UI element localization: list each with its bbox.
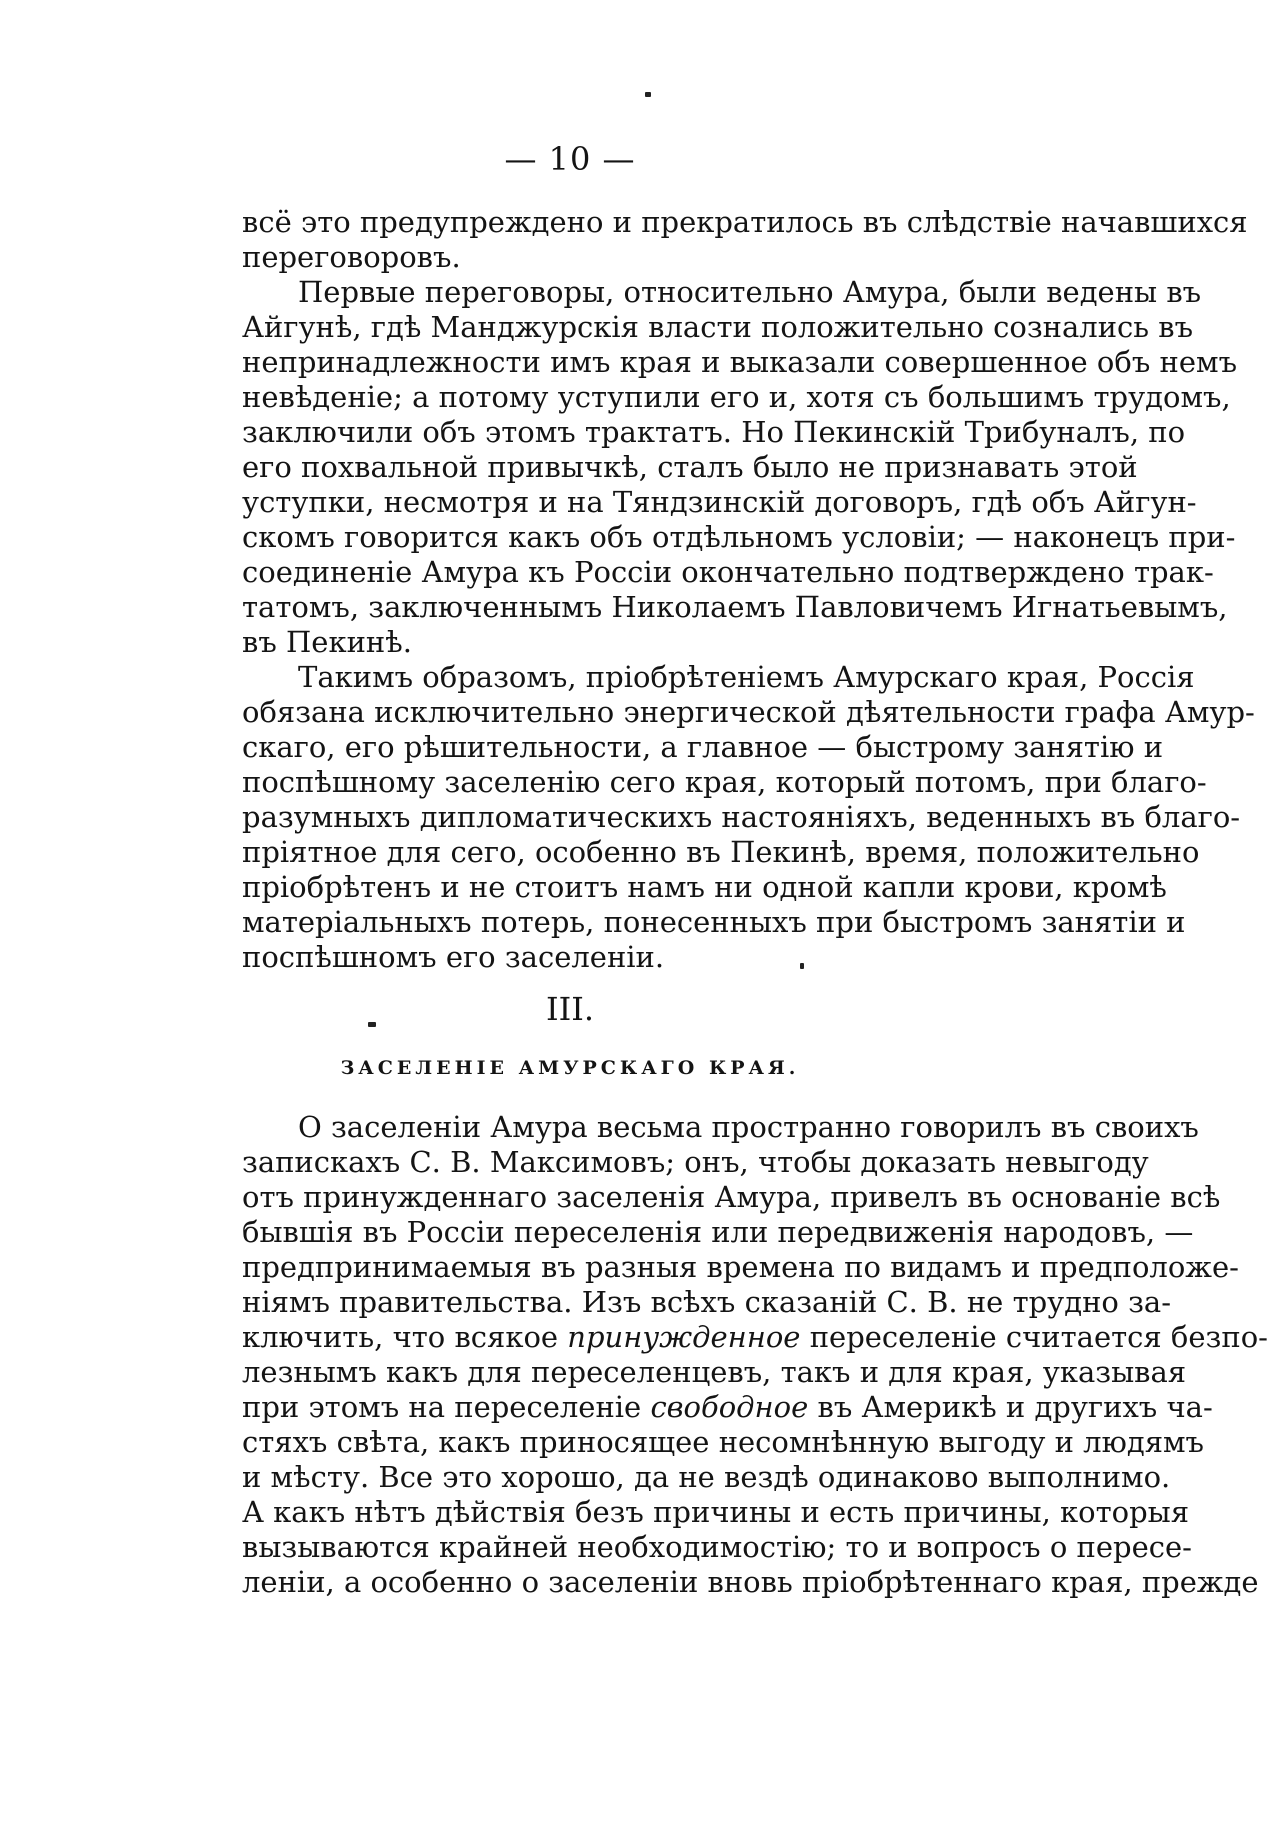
text-line: всё это предупреждено и прекратилось въ слѣдствіе начавшихся <box>242 205 1248 239</box>
italic-term: принужденное <box>567 1320 801 1354</box>
text-line: матеріальныхъ потерь, понесенныхъ при быстромъ занятіи и <box>242 905 1186 939</box>
text-line: разумныхъ дипломатическихъ настояніяхъ, веденныхъ въ благо- <box>242 800 1241 834</box>
paragraph-acquisition <box>242 660 1255 975</box>
text-fragment: ключить, что всякое <box>242 1320 559 1354</box>
text-line: А какъ нѣтъ дѣйствія безъ причины и есть причины, которыя <box>242 1495 1190 1529</box>
text-line: его похвальной привычкѣ, сталъ было не признавать этой <box>242 450 1138 484</box>
text-line: вызываются крайней необходимостію; то и вопросъ о пересе- <box>242 1530 1192 1564</box>
ink-speck <box>645 92 651 97</box>
text-line: обязана исключительно энергической дѣятельности графа Амур- <box>242 695 1255 729</box>
page-number: — 10 — <box>504 140 636 178</box>
text-line: въ Пекинѣ. <box>242 625 412 659</box>
text-line: Такимъ образомъ, пріобрѣтеніемъ Амурскаго края, Россія <box>298 660 1195 694</box>
text-line: пріятное для сего, особенно въ Пекинѣ, время, положительно <box>242 835 1200 869</box>
text-line: бывшія въ Россіи переселенія или передвиженія народовъ, — <box>242 1215 1194 1249</box>
text-fragment: въ Америкѣ и другихъ ча- <box>817 1390 1213 1424</box>
text-fragment: переселеніе считается безпо- <box>809 1320 1268 1354</box>
text-line-mixed <box>242 1390 1213 1425</box>
text-line: соединеніе Амура къ Россіи окончательно подтверждено трак- <box>242 555 1214 589</box>
text-line: отъ принужденнаго заселенія Амура, привелъ въ основаніе всѣ <box>242 1180 1221 1214</box>
text-line: заключили объ этомъ трактатъ. Но Пекинскій Трибуналъ, по <box>242 415 1186 449</box>
text-line: ніямъ правительства. Изъ всѣхъ сказаній С. В. не трудно за- <box>242 1285 1172 1319</box>
text-line: поспѣшномъ его заселеніи. <box>242 940 665 974</box>
text-line: О заселеніи Амура весьма пространно говорилъ въ своихъ <box>298 1110 1199 1144</box>
text-fragment: при этомъ на переселеніе <box>242 1390 642 1424</box>
paragraph-continuation <box>242 205 1248 275</box>
text-line: Первые переговоры, относительно Амура, были ведены въ <box>298 275 1202 309</box>
text-line: пріобрѣтенъ и не стоитъ намъ ни одной капли крови, кромѣ <box>242 870 1167 904</box>
text-line: поспѣшному заселенію сего края, который потомъ, при благо- <box>242 765 1207 799</box>
text-line-mixed <box>242 1320 1268 1355</box>
paragraph-settlement <box>242 1110 1268 1600</box>
text-line: уступки, несмотря и на Тяндзинскій договоръ, гдѣ объ Айгун- <box>242 485 1197 519</box>
text-line: невѣденіе; а потому уступили его и, хотя съ большимъ трудомъ, <box>242 380 1231 414</box>
text-line: скомъ говорится какъ объ отдѣльномъ условіи; — наконецъ при- <box>242 520 1236 554</box>
section-number: III. <box>545 990 595 1028</box>
text-line: предпринимаемыя въ разныя времена по видамъ и предположе- <box>242 1250 1239 1284</box>
text-line: леніи, а особенно о заселеніи вновь пріобрѣтеннаго края, прежде <box>242 1565 1259 1599</box>
text-line: и мѣсту. Все это хорошо, да не вездѣ одинаково выполнимо. <box>242 1460 1171 1494</box>
text-line: запискахъ С. В. Максимовъ; онъ, чтобы доказать невыгоду <box>242 1145 1149 1179</box>
text-line: стяхъ свѣта, какъ приносящее несомнѣнную выгоду и людямъ <box>242 1425 1205 1459</box>
text-line: татомъ, заключеннымъ Николаемъ Павловичемъ Игнатьевымъ, <box>242 590 1228 624</box>
section-title: ЗАСЕЛЕНІЕ АМУРСКАГО КРАЯ. <box>340 1057 800 1079</box>
text-line: лезнымъ какъ для переселенцевъ, такъ и для края, указывая <box>242 1355 1187 1389</box>
text-line: скаго, его рѣшительности, а главное — быстрому занятію и <box>242 730 1164 764</box>
text-line: непринадлежности имъ края и выказали совершенное объ немъ <box>242 345 1238 379</box>
paragraph-negotiations <box>242 275 1238 660</box>
italic-term: свободное <box>650 1390 809 1424</box>
text-line: Айгунѣ, гдѣ Манджурскія власти положительно сознались въ <box>242 310 1194 344</box>
text-line: переговоровъ. <box>242 240 461 274</box>
